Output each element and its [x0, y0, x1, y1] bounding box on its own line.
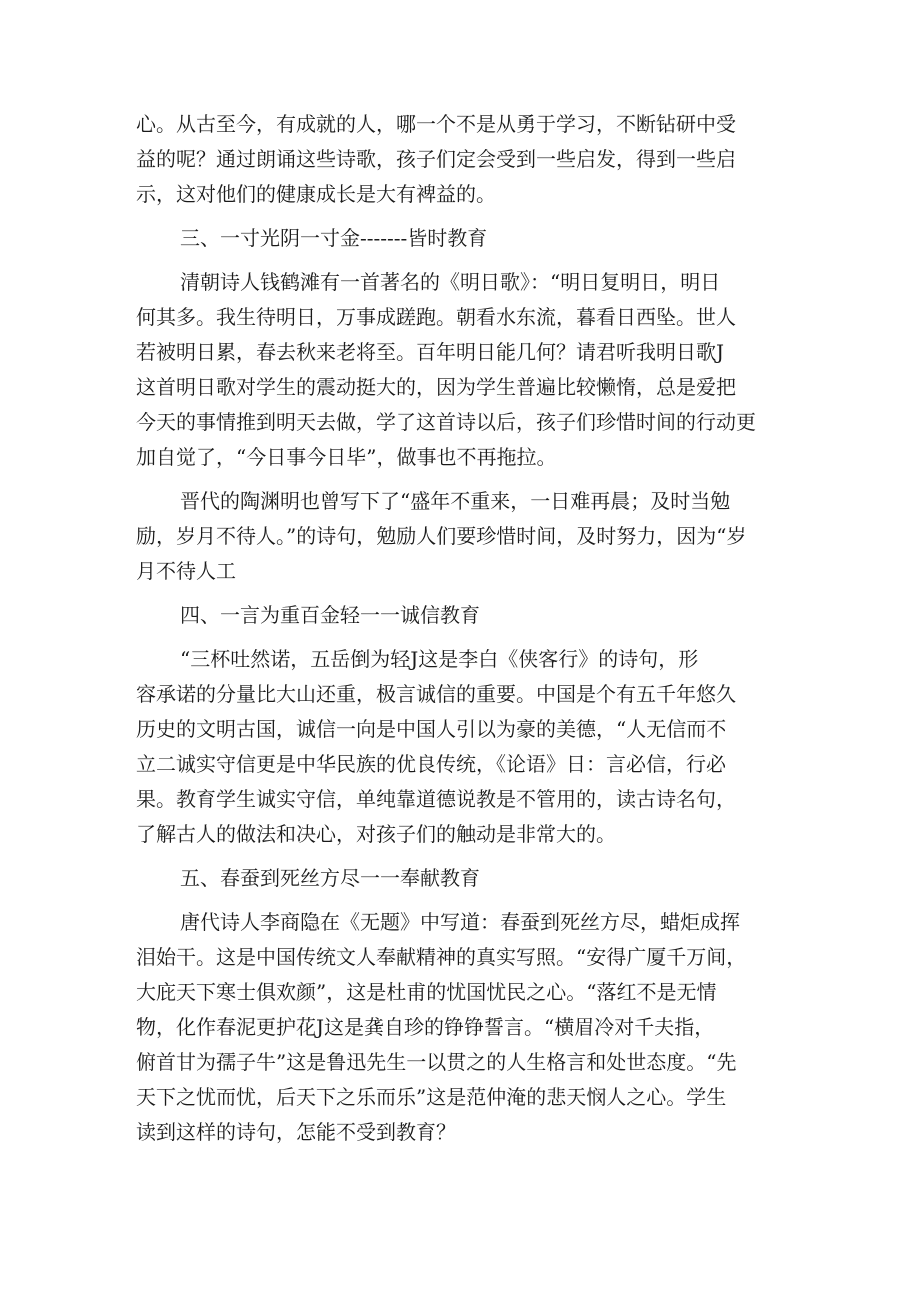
text-line: 天下之忧而忧，后天下之乐而乐”这是范仲淹的悲天悯人之心。学生 [136, 1085, 727, 1109]
document-body [136, 107, 796, 1150]
text-line: 立二诚实守信更是中华民族的优良传统，《论语》日：言必信，行必 [136, 752, 726, 776]
text-line: 何其多。我生待明日，万事成蹉跑。朝看水东流，暮看日西坠。世人 [136, 305, 736, 329]
text-line: “三杯吐然诺，五岳倒为轻J这是李白《侠客行》的诗句，形 [180, 647, 699, 671]
text-line: 泪始干。这是中国传统文人奉献精神的真实写照。“安得广厦千万间， [136, 945, 747, 969]
text-line: 大庇天下寒士俱欢颜”，这是杜甫的忧国忧民之心。“落红不是无情 [136, 980, 717, 1004]
text-line: 唐代诗人李商隐在《无题》中写道：春蚕到死丝方尽，蜡炬成挥 [180, 910, 740, 934]
text-line: 晋代的陶渊明也曾写下了“盛年不重来，一日难再晨；及时当勉 [180, 489, 731, 513]
text-line: 了解古人的做法和决心，对孩子们的触动是非常大的。 [136, 822, 616, 846]
text-line: 三、一寸光阴一寸金-------皆时教育 [180, 226, 488, 250]
text-line: 励，岁月不待人。”的诗句，勉励人们要珍惜时间，及时努力，因为“岁 [136, 524, 747, 548]
text-line: 果。教育学生诚实守信，单纯靠道德说教是不管用的，读古诗名句， [136, 787, 736, 811]
text-line: 清朝诗人钱鹤滩有一首著名的《明日歌》：“明日复明日，明日 [180, 270, 721, 294]
text-line: 示，这对他们的健康成长是大有裨益的。 [136, 182, 496, 206]
text-line: 月不待人工 [136, 559, 236, 583]
text-line: 今天的事情推到明天去做，学了这首诗以后，孩子们珍惜时间的行动更 [136, 410, 756, 434]
text-line: 若被明日累，春去秋来老将至。百年明日能几何？请君听我明日歌J [136, 340, 725, 364]
text-line: 益的呢？通过朗诵这些诗歌，孩子们定会受到一些启发，得到一些启 [136, 147, 736, 171]
text-line: 五、春蚕到死丝方尽一一奉献教育 [180, 866, 480, 890]
text-line: 历史的文明古国，诚信一向是中国人引以为豪的美德，“人无信而不 [136, 717, 727, 741]
text-line: 容承诺的分量比大山还重，极言诚信的重要。中国是个有五千年悠久 [136, 682, 736, 706]
text-line: 物，化作春泥更护花J这是龚自珍的铮铮誓言。“横眉冷对千夫指， [136, 1015, 715, 1039]
text-line: 这首明日歌对学生的震动挺大的，因为学生普遍比较懒惰，总是爱把 [136, 375, 736, 399]
text-line: 俯首甘为孺子牛”这是鲁迅先生一以贯之的人生格言和处世态度。“先 [136, 1050, 737, 1074]
text-line: 读到这样的诗句，怎能不受到教育？ [136, 1120, 456, 1144]
text-line: 心。从古至今，有成就的人，哪一个不是从勇于学习，不断钻研中受 [136, 112, 736, 136]
text-line: 四、一言为重百金轻一一诚信教育 [180, 603, 480, 627]
text-line: 加自觉了，“今日事今日毕”，做事也不再拖拉。 [136, 445, 557, 469]
